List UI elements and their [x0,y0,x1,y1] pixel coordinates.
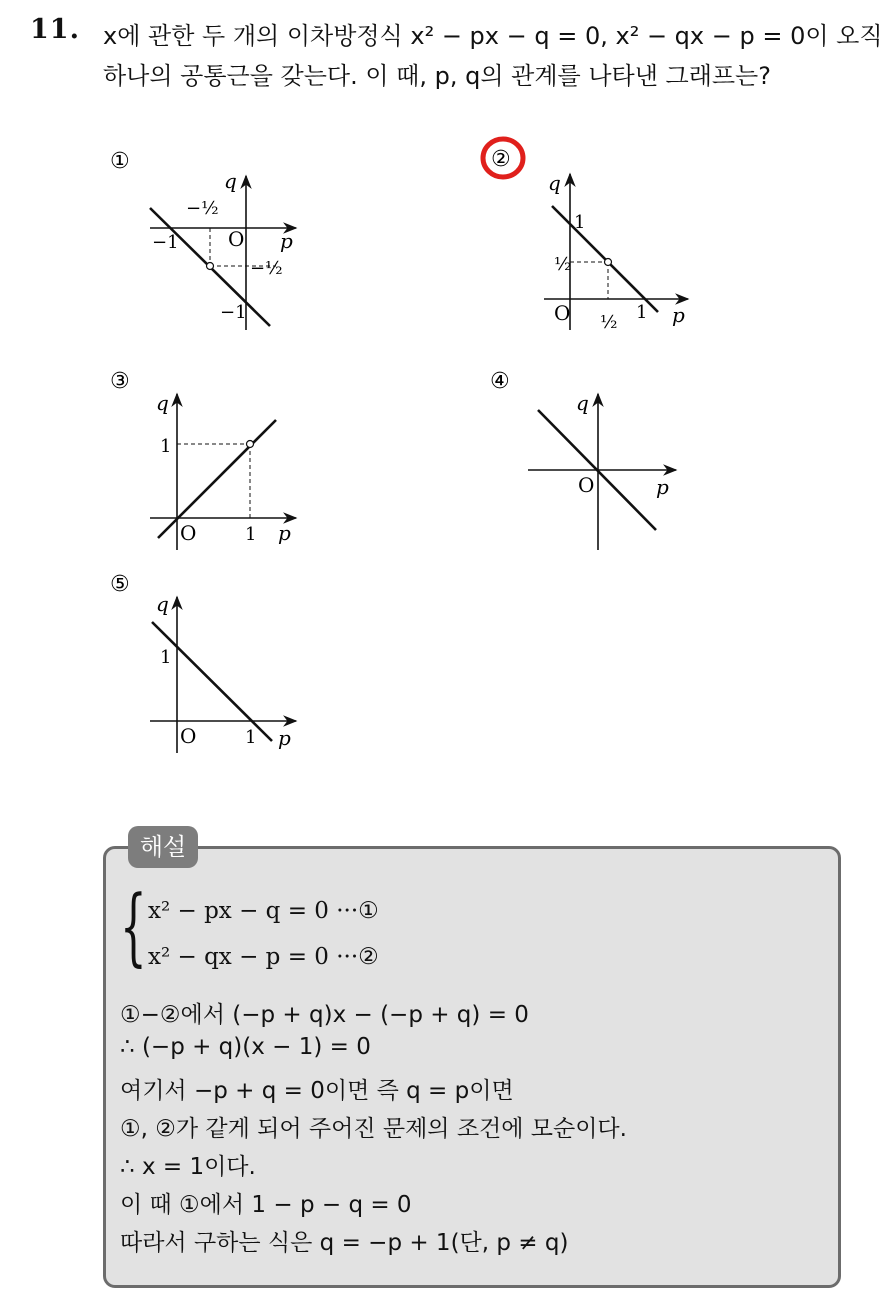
solution-eq2: x² − qx − p = 0 ···② [148,944,379,970]
question-text-line2: 하나의 공통근을 갖는다. 이 때, p, q의 관계를 나타낸 그래프는? [103,62,771,90]
choice-2-label-p: p [672,303,685,327]
choice-3-label-1-y: 1 [160,436,172,457]
choice-5-marker: ⑤ [110,572,130,597]
choice-5-line [152,622,272,741]
solution-line-3: 여기서 −p + q = 0이면 즉 q = p이면 [120,1078,514,1104]
choice-3-label-q: q [156,391,169,415]
solution-line-4: ①, ②가 같게 되어 주어진 문제의 조건에 모순이다. [120,1116,627,1142]
choice-2-label-half-y: ½ [554,254,572,275]
choice-1-label-q: q [224,169,237,193]
solution-line-1: ①−②에서 (−p + q)x − (−p + q) = 0 [120,1002,529,1028]
choice-1-label-neg1-y: −1 [220,302,247,323]
choice-1-graph[interactable] [100,140,320,340]
choice-2-label-1-y: 1 [574,212,586,233]
solution-eq1: x² − px − q = 0 ···① [148,898,379,924]
equation-brace: { [120,877,147,975]
choice-3-graph[interactable] [100,360,320,560]
choice-3-origin: O [180,521,197,545]
choice-2-label-1-x: 1 [636,302,648,323]
choice-3-line [158,420,276,538]
choice-2-open-point [605,259,612,266]
choice-1-label-neg1-x: −1 [152,232,179,253]
choice-4-marker: ④ [490,369,510,394]
choice-4-label-p: p [656,475,669,499]
question-number: 11. [30,14,80,45]
choice-3-label-1-x: 1 [245,524,257,545]
choice-1-label-neghalf-y: −½ [250,258,283,279]
choice-5-graph[interactable] [100,563,320,763]
solution-line-2: ∴ (−p + q)(x − 1) = 0 [120,1034,371,1060]
choice-5-origin: O [180,724,197,748]
solution-line-5: ∴ x = 1이다. [120,1154,256,1180]
choice-1-label-p: p [280,229,293,253]
choice-4-label-q: q [576,391,589,415]
choice-5-label-q: q [156,592,169,616]
choice-4-graph[interactable] [476,360,696,560]
solution-line-6: 이 때 ①에서 1 − p − q = 0 [120,1192,412,1218]
choice-1-marker: ① [110,149,130,174]
choice-4-origin: O [578,473,595,497]
choice-3-marker: ③ [110,369,130,394]
choice-1-origin: O [228,227,245,251]
choice-5-label-1-x: 1 [245,727,257,748]
choice-3-open-point [247,441,254,448]
choice-5-label-p: p [278,726,291,750]
solution-line-7: 따라서 구하는 식은 q = −p + 1(단, p ≠ q) [120,1230,569,1256]
choice-2-origin: O [554,301,571,325]
solution-tag: 해설 [128,826,198,868]
choice-2-label-half-x: ½ [600,312,618,333]
choice-3-label-p: p [278,521,291,545]
choice-1-label-neghalf-x: −½ [186,198,219,219]
choice-2-label-q: q [548,171,561,195]
choice-5-label-1-y: 1 [160,647,172,668]
choice-2-graph[interactable] [476,134,706,354]
question-text-line1: x에 관한 두 개의 이차방정식 x² − px − q = 0, x² − qx − p = 0이 오직 [103,22,883,50]
choice-1-open-point [207,263,214,270]
choice-2-marker: ② [491,147,511,172]
